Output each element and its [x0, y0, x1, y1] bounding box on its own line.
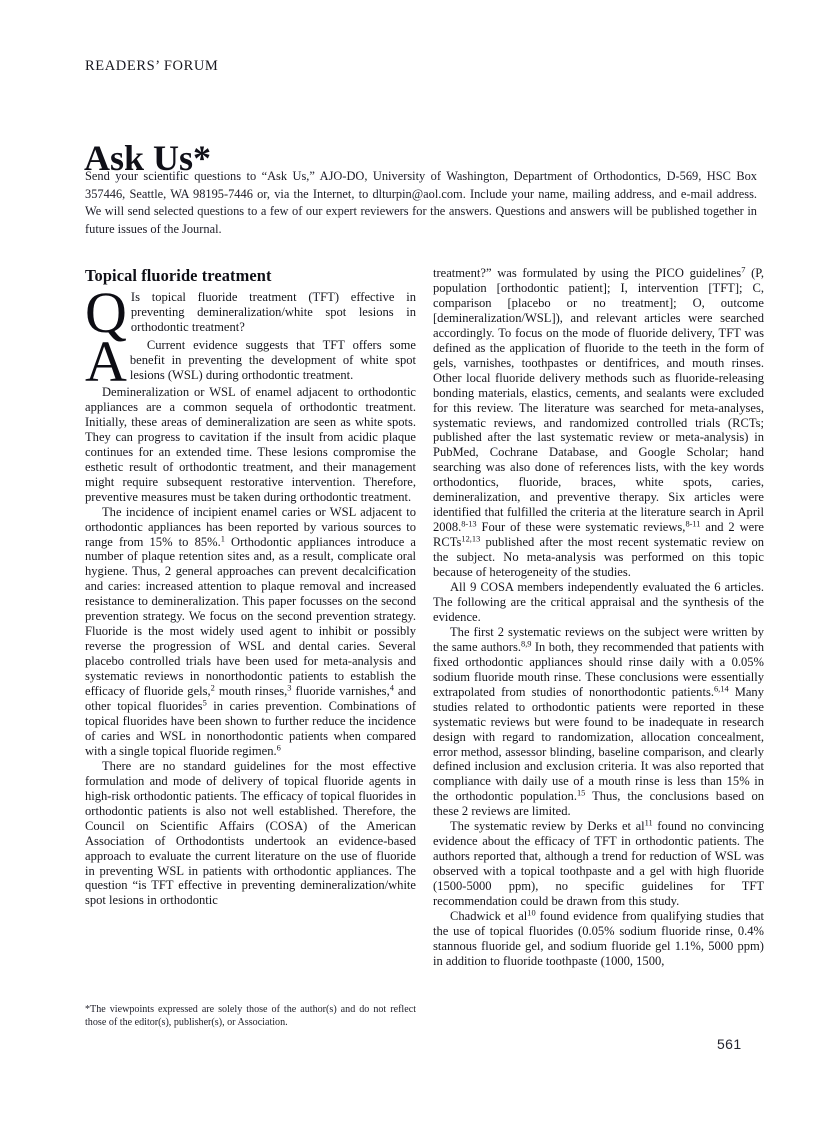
- body-paragraph: Chadwick et $al^{10}$ found evidence from qualifying studies that the use of topical fluorides (0.05% sodium fluoride rinse, 0.4% stannous fluoride gel, and sodium fluoride gel 1.1%, 5000 ppm) in addition to fluoride toothpaste (1000, 1500,: [433, 908, 764, 968]
- reference-superscript: 6,14: [713, 684, 729, 694]
- body-paragraph: treatment?” was formulated by using the PICO guidelines$^7$ (P, population [orthodontic patient]; I, intervention [TFT]; C, comparison [placebo or no treatment]; O, outcome [demineralization/WSL]), and relevant articles were searched accordingly. To focus on the mode of fluoride delivery, TFT was defined as the application of fluoride to the teeth in the form of gels, varnishes, toothpastes or dentifrices, and mouth rinses. Other local fluoride delivery methods such as fluoride-releasing bonding materials, elastics, cements, and sealants were excluded for this review. The literature was searched for meta-analyses, systematic reviews, and randomized controlled trials (RCTs; published after the last systematic review or meta-analysis) in PubMed, Cochrane Database, and Google Scholar; hand searching was also done of references lists, with the key words orthodontics, fluoride, braces, white spots, caries, demineralization, and preventive therapy. Six articles were identified that fulfilled the criteria at the literature search in April 2008.$^{8-13}$ Four of these were systematic reviews,$^{8-11}$ and 2 were RCTs$^{12,13}$ published after the most recent systematic review on the subject. No meta-analysis was performed on this topic because of heterogeneity of the studies.: [433, 265, 764, 580]
- body-paragraph: There are no standard guidelines for the most effective formulation and mode of delivery of topical fluoride agents in high-risk orthodontic patients. The efficacy of topical fluorides in orthodontic patients is also not well established. Therefore, the Council on Scientific Affairs (COSA) of the American Association of Orthodontists undertook an evidence-based approach to evaluate the current literature on the use of fluoride in preventing WSL in patients with orthodontic appliances. The question “is TFT effective in preventing demineralization/white spot lesions in orthodontic: [85, 758, 416, 908]
- reference-superscript: 2: [210, 683, 215, 693]
- answer-block: [85, 329, 416, 394]
- question-dropcap: Q: [85, 280, 127, 345]
- body-paragraph: The first 2 systematic reviews on the subject were written by the same authors.$^{8,9}$ In both, they recommended that patients with fixed orthodontic appliances should rinse daily with a 0.05% sodium fluoride mouth rinse. These conclusions were essentially extrapolated from studies of nonorthodontic patients.$^{6,14}$ Many studies related to orthodontic patients were reported in these systematic reviews but were found to be inadequate in research design with regard to randomization, allocation concealment, error method, assessor blinding, baseline comparison, and clearly defined inclusion and exclusion criteria. It was also reported that compliance with daily use of a mouth rinse is less than 15% in the orthodontic population.$^{15}$ Thus, the conclusions based on these 2 reviews are limited.: [433, 624, 764, 819]
- body-paragraph: The incidence of incipient enamel caries or WSL adjacent to orthodontic appliances has been reported by various sources to range from 15% to 85%.$^1$ Orthodontic appliances introduce a number of plaque retention sites and, as a result, complicate oral hygiene. Thus, 2 general approaches can prevent decalcification and caries: increased attention to plaque removal and increased resistance to demineralization. This paper focusses on the second prevention strategy. We focus on the second prevention strategy. Fluoride is the most widely used agent to inhibit or possibly reverse the progression of WSL and dental caries. Several placebo controlled trials have been used for meta-analysis and systematic reviews in nonorthodontic patients to establish the efficacy of fluoride gels,$^2$ mouth rinses,$^3$ fluoride varnishes,$^4$ and other topical fluorides$^5$ in caries prevention. Combinations of topical fluorides have been shown to further reduce the incidence of caries and WSL in nonorthodontic patients when compared with a single topical fluoride regimen.$^6$: [85, 504, 416, 758]
- reference-superscript: 12,13: [461, 534, 481, 544]
- reference-superscript: 8-11: [685, 519, 701, 529]
- reference-superscript: 3: [287, 683, 292, 693]
- page-number: 561: [717, 1036, 742, 1052]
- answer-dropcap: A: [85, 329, 127, 394]
- masthead-note: Send your scientific questions to “Ask Us,” AJO-DO, University of Washington, Department of Orthodontics, D-569, HSC Box 357446, Seattle, WA 98195-7446 or, via the Internet, to dlturpin@aol.com. Include your name, mailing address, and e-mail address. We will send selected questions to a few of our expert reviewers for the answers. Questions and answers will be published together in future issues of the Journal.: [85, 169, 757, 236]
- section-title: Topical fluoride treatment: [85, 266, 272, 285]
- reference-superscript: 5: [202, 698, 207, 708]
- body-paragraph: Demineralization or WSL of enamel adjacent to orthodontic appliances are a common sequela of orthodontic treatment. Initially, these areas of demineralization are seen as white spots. They can progress to cavitation if the insult from acidic plaque continues for an extended time. These lesions compromise the esthetic result of orthodontic treatment, and their management might require subsequent restorative intervention. Therefore, preventive measures must be taken during orthodontic treatment.: [85, 385, 416, 504]
- reference-superscript: 4: [389, 683, 394, 693]
- body-paragraph: The systematic review by Derks et $al^{11}$ found no convincing evidence about the efficacy of TFT in orthodontic patients. The authors reported that, although a trend for reduction of WSL was observed with a topical toothpaste and a gel with high fluoride (1500-5000 ppm), no specific guidelines for TFT recommendation could be drawn from this study.: [433, 818, 764, 909]
- answer-text: Current evidence suggests that TFT offers some benefit in preventing the development of white spot lesions (WSL) during orthodontic treatment.: [129, 338, 416, 382]
- reference-superscript: 10: [527, 908, 536, 918]
- running-head: READERS’ FORUM: [85, 58, 219, 74]
- question-text: Is topical fluoride treatment (TFT) effective in preventing demineralization/white spot lesions in orthodontic treatment?: [130, 290, 416, 334]
- reference-superscript: 7: [741, 265, 746, 275]
- reference-superscript: 6: [276, 743, 281, 753]
- reference-superscript: 15: [576, 789, 586, 798]
- column-left: [85, 266, 416, 908]
- column-right: [433, 266, 764, 969]
- reference-superscript: 11: [644, 818, 653, 828]
- reference-superscript: 8,9: [521, 639, 532, 649]
- footnote: *The viewpoints expressed are solely those of the author(s) and do not reflect those of the editor(s), publisher(s), or Association.: [85, 1004, 416, 1029]
- reference-superscript: 8-13: [461, 519, 477, 529]
- page-title: Ask Us*: [84, 138, 212, 179]
- reference-superscript: 1: [220, 534, 225, 544]
- question-block: [85, 280, 416, 345]
- body-paragraph: All 9 COSA members independently evaluated the 6 articles. The following are the critical appraisal and the synthesis of the evidence.: [433, 580, 764, 624]
